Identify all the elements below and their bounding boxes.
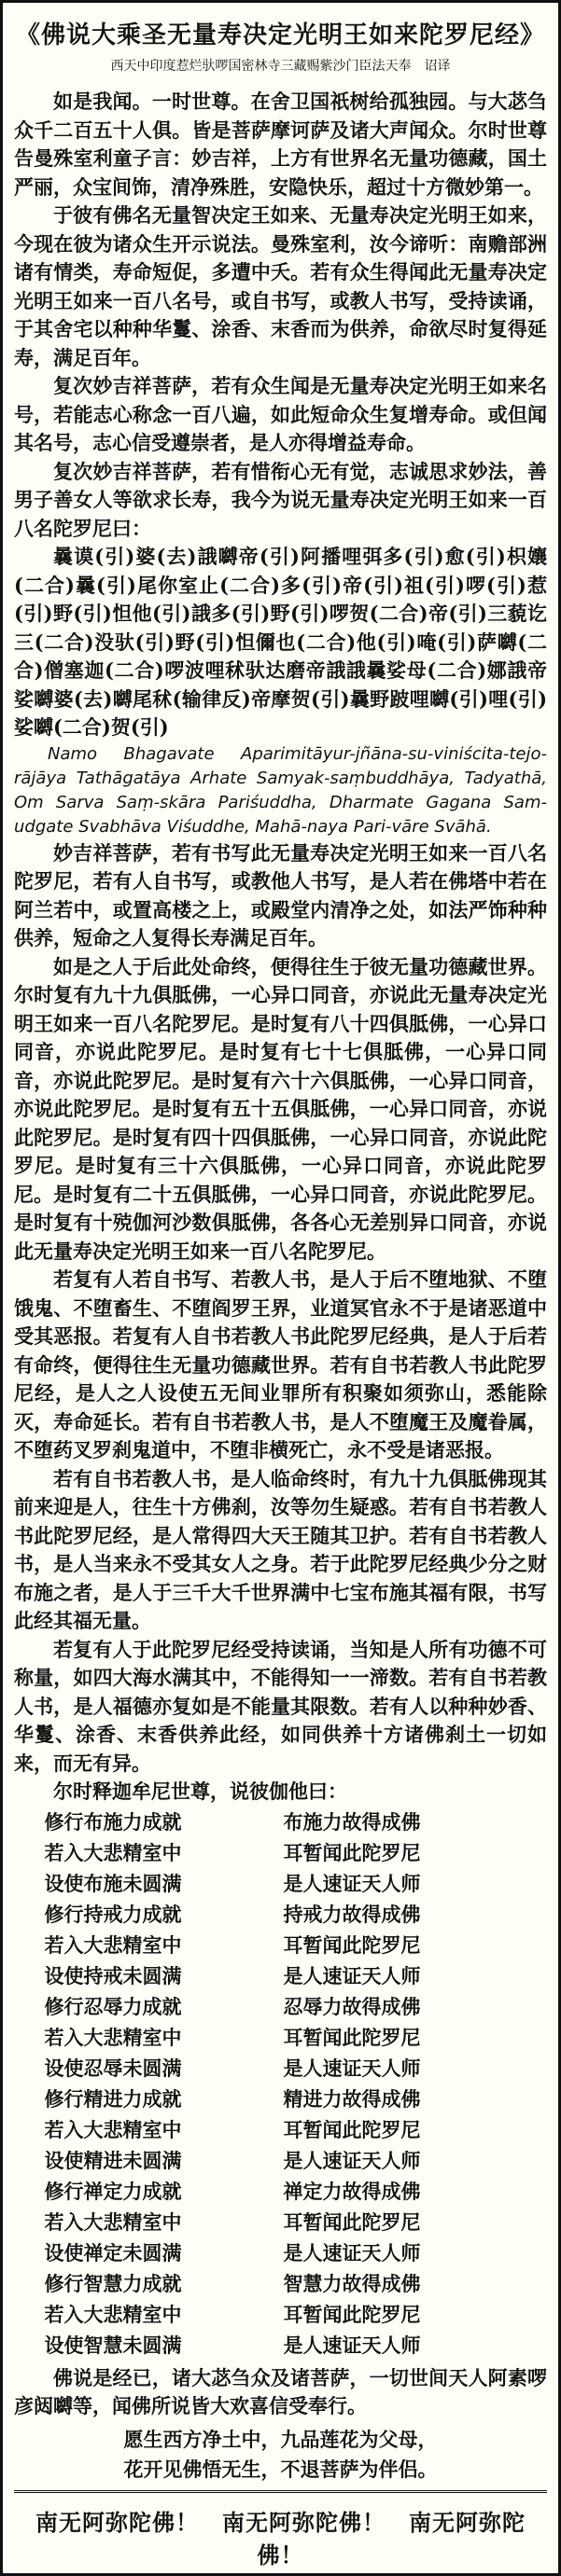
verse-line-right: 精进力故得成佛 [283,2086,421,2111]
verse-line-left: 修行精进力成就 [44,2086,182,2111]
dedication-line: 愿生西方净土中，九品莲花为父母， [123,2427,438,2451]
verse-line-left: 若入大悲精室中 [44,2209,182,2234]
dedication-line: 花开见佛悟无生，不退菩萨为伴侣。 [123,2457,438,2481]
verse-line-right: 是人速证天人师 [283,1963,421,1987]
verse-line-left: 若入大悲精室中 [44,1932,182,1957]
verse-line-right: 禅定力故得成佛 [283,2179,421,2203]
dharani-text: 曩谟(引)婆(去)誐嚩帝(引)阿播哩弭多(引)愈(引)枳孃(二合)曩(引)尾你室止(二合)多(引)帝(引)祖(引)啰(引)惹(引)野(引)怛他(引)誐多(引)野(引)啰贺(二合)帝(引)三藐讫三(二合)没驮(引)野(引)怛儞也(二合)他(引)唵(引)萨嚩(二合)僧塞迦(二合)啰波哩秫驮达磨帝誐誐曩娑母(二合)娜誐帝娑嚩婆(去)嚩尾秫(输律反)帝摩贺(引)曩野跛哩嚩(引)哩(引)娑嚩(二合)贺(引) [14,545,547,739]
verse-line-left: 若入大悲精室中 [44,2302,182,2326]
paragraph: 如是之人于后此处命终，便得往生于彼无量功德藏世界。尔时复有九十九俱胝佛，一心异口同音，亦说此无量寿决定光明王如来一百八名陀罗尼。是时复有八十四俱胝佛，一心异口同音，亦说此陀罗尼。是时复有七十七俱胝佛，一心异口同音，亦说此陀罗尼。是时复有六十六俱胝佛，一心异口同音，亦说此陀罗尼。是时复有五十五俱胝佛，一心异口同音，亦说此陀罗尼。是时复有四十四俱胝佛，一心异口同音，亦说此陀罗尼。是时复有三十六俱胝佛，一心异口同音，亦说此陀罗尼。是时复有二十五俱胝佛，一心异口同音，亦说此陀罗尼。是时复有十殑伽河沙数俱胝佛，各各心无差别异口同音，亦说此无量寿决定光明王如来一百八名陀罗尼。 [14,954,547,1263]
paragraph: 若有自书若教人书，是人临命终时，有九十九俱胝佛现其前来迎是人，往生十方佛刹，汝等勿生疑惑。若有自书若教人书此陀罗尼经，是人常得四大天王随其卫护。若有自书若教人书，是人当来永不受其女人之身。若于此陀罗尼经典少分之财布施之者，是人于三千大千世界满中七宝布施其福有限，书写此经其福无量。 [14,1466,547,1632]
verse-line-right: 耳暂闻此陀罗尼 [283,1840,421,1864]
verse-line-left: 修行布施力成就 [44,1809,182,1834]
gatha-verses [14,1807,547,2361]
verse-line-left: 设使持戒未圆满 [44,1963,182,1987]
verse-line-left: 设使智慧未圆满 [44,2333,182,2357]
verse-line-left: 修行禅定力成就 [44,2179,182,2203]
verse-line-left: 若入大悲精室中 [44,2117,182,2141]
verse-line-right: 是人速证天人师 [283,1871,421,1895]
paragraph: 若复有人于此陀罗尼经受持读诵，当知是人所有功德不可称量，如四大海水满其中，不能得知一一渧数。若有自书若教人书，是人福德亦复如是不能量其限数。若有人以种种妙香、华鬘、涂香、末香供养此经，如同供养十方诸佛刹土一切如来，而无有异。 [14,1637,547,1775]
dharani-transliteration: Namo Bhagavate Aparimitāyur-jñāna-su-viniścita-tejo-rājāya Tathāgatāya Arhate Samyak-saṃbuddhāya, Tadyathā, Om Sarva Saṃ-skāra Pariśuddha, Dharmate Gagana Sam-udgate Svabhāva Viśuddhe, Mahā-naya Pari-vāre Svāhā. [14,743,547,837]
verse-header: 尔时释迦牟尼世尊，说彼伽他曰： [53,1780,347,1803]
verse-line-right: 是人速证天人师 [283,2056,421,2080]
verse-line-right: 是人速证天人师 [283,2240,421,2264]
verse-line-right: 智慧力故得成佛 [283,2271,421,2295]
verse-line-left: 设使忍辱未圆满 [44,2056,182,2080]
paragraph: 若复有人若自书写、若教人书，是人于后不堕地狱、不堕饿鬼、不堕畜生、不堕阎罗王界，业道冥官永不于是诸恶道中受其恶报。若复有人自书若教人书此陀罗尼经典，是人于后若有命终，便得往生无量功德藏世界。若有自书若教人书此陀罗尼经，是人之人设使五无间业罪所有积聚如须弥山，悉能除灭，寿命延长。若有自书若教人书，是人不堕魔王及魔眷属，不堕药叉罗刹鬼道中，不堕非横死亡，永不受是诸恶报。 [14,1267,547,1461]
sutra-body [14,88,547,1807]
paragraph: 复次妙吉祥菩萨，若有众生闻是无量寿决定光明王如来名号，若能志心称念一百八遍，如此短命众生复增寿命。或但闻其名号，志心信受遵崇者，是人亦得增益寿命。 [14,374,547,454]
verse-line-left: 若入大悲精室中 [44,2025,182,2049]
amitabha-invocation: 南无阿弥陀佛！ 南无阿弥陀佛！ 南无阿弥陀佛！ [14,2490,547,2569]
verse-line-right: 忍辱力故得成佛 [283,1994,421,2018]
verse-line-left: 修行持戒力成就 [44,1902,182,1926]
verse-line-left: 设使布施未圆满 [44,1871,182,1895]
verse-line-right: 耳暂闻此陀罗尼 [283,1932,421,1957]
paragraph: 于彼有佛名无量智决定王如来、无量寿决定光明王如来，今现在彼为诸众生开示说法。曼殊室利，汝今谛听：南赡部洲诸有情类，寿命短促，多遭中夭。若有众生得闻此无量寿决定光明王如来一百八名号，或自书写，或教人书写，受持读诵，于其舍宅以种种华鬘、涂香、末香而为供养，命欲尽时复得延寿，满足百年。 [14,203,547,369]
paragraph: 如是我闻。一时世尊。在舍卫国祇树给孤独园。与大苾刍众千二百五十人俱。皆是菩萨摩诃萨及诸大声闻众。尔时世尊告曼殊室利童子言：妙吉祥，上方有世界名无量功德藏，国土严丽，众宝间饰，清净殊胜，安隐快乐，超过十方微妙第一。 [14,90,547,199]
verse-line-right: 是人速证天人师 [283,2148,421,2172]
verse-line-left: 若入大悲精室中 [44,1840,182,1864]
dedication-verse [14,2425,547,2485]
verse-line-left: 设使精进未圆满 [44,2148,182,2172]
verse-line-right: 耳暂闻此陀罗尼 [283,2209,421,2234]
sutra-title: 《佛说大乘圣无量寿决定光明王如来陀罗尼经》 [15,21,545,49]
translator-line: 西天中印度惹烂驮啰国密林寺三藏赐紫沙门臣法天奉 诏译 [110,59,451,74]
verse-line-right: 耳暂闻此陀罗尼 [283,2302,421,2326]
verse-line-left: 修行智慧力成就 [44,2271,182,2295]
verse-line-left: 修行忍辱力成就 [44,1994,182,2018]
paragraph: 妙吉祥菩萨，若有书写此无量寿决定光明王如来一百八名陀罗尼，若有人自书写，或教他人书写，是人若在佛塔中若在阿兰若中，或置高楼之上，或殿堂内清净之处，如法严饰种种供养，短命之人复得长寿满足百年。 [14,840,547,949]
verse-line-right: 耳暂闻此陀罗尼 [283,2117,421,2141]
verse-line-right: 是人速证天人师 [283,2333,421,2357]
verse-line-right: 持戒力故得成佛 [283,1902,421,1926]
paragraph: 复次妙吉祥菩萨，若有惜衔心无有觉，志诚思求妙法，善男子善女人等欲求长寿，我今为说无量寿决定光明王如来一百八名陀罗尼曰： [14,459,547,540]
verse-line-right: 布施力故得成佛 [283,1809,421,1834]
closing-section [14,2364,547,2421]
verse-line-right: 耳暂闻此陀罗尼 [283,2025,421,2049]
verse-line-left: 设使禅定未圆满 [44,2240,182,2264]
closing-paragraph: 佛说是经已，诸大苾刍众及诸菩萨，一切世间天人阿素啰彦闼嚩等，闻佛所说皆大欢喜信受奉行。 [14,2365,547,2417]
